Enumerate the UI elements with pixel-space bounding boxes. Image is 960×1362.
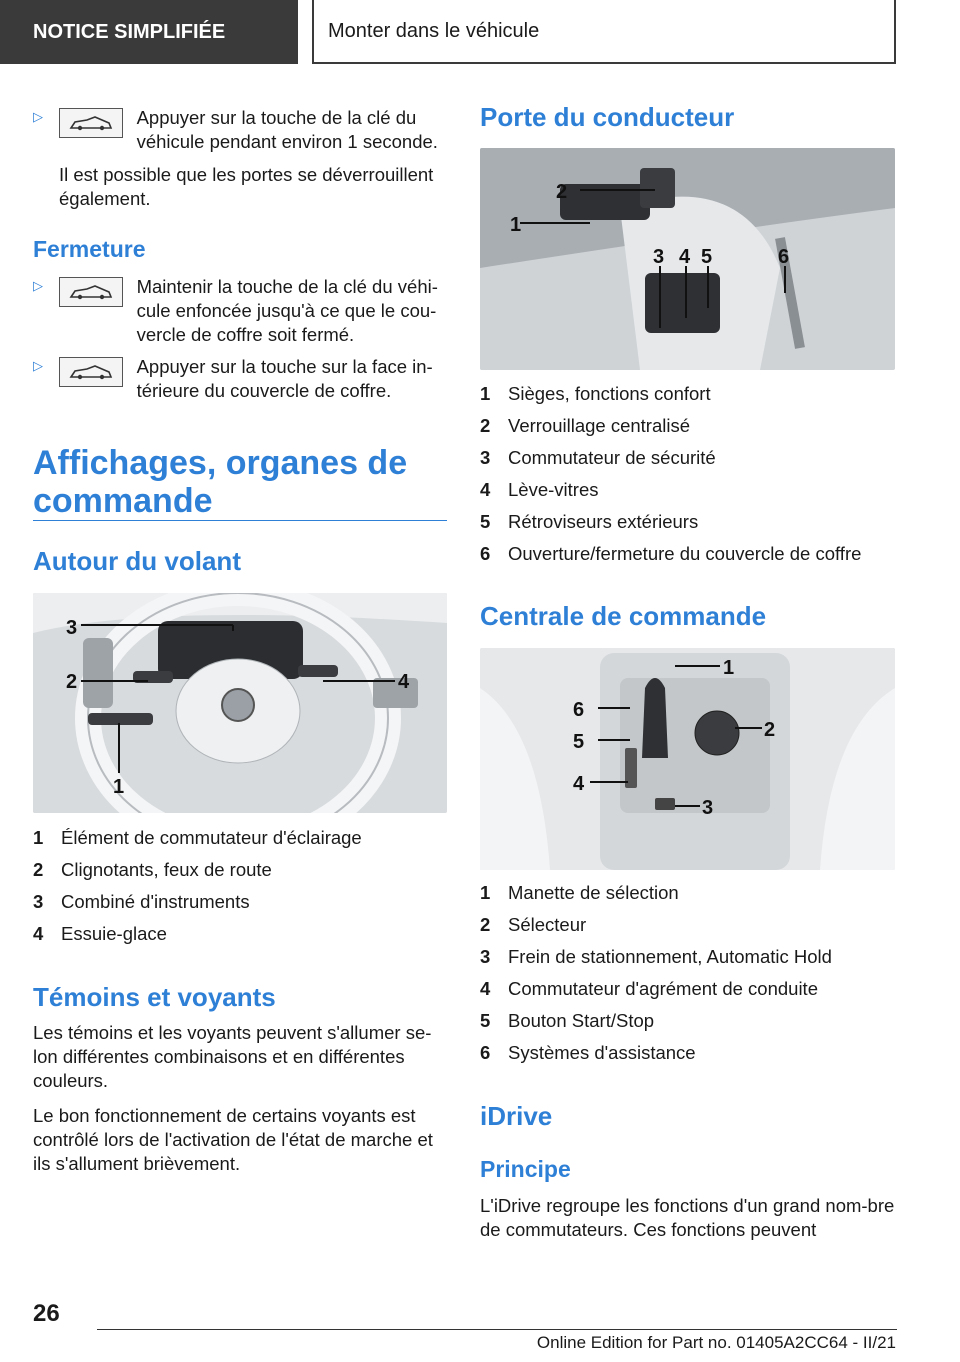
bullet-text: Appuyer sur la touche sur la face in-térieure du couvercle de coffre. bbox=[136, 356, 433, 401]
car-trunk-icon bbox=[59, 277, 123, 307]
list-item: 3 Combiné d'instruments bbox=[33, 891, 250, 912]
car-trunk-icon bbox=[59, 108, 123, 138]
callout-3: 3 bbox=[66, 617, 78, 639]
callout-5: 5 bbox=[573, 731, 585, 753]
list-item: 6 Systèmes d'assistance bbox=[480, 1042, 696, 1063]
callout-6: 6 bbox=[573, 699, 585, 721]
list-item: 3 Commutateur de sécurité bbox=[480, 447, 716, 468]
callout-2: 2 bbox=[764, 719, 776, 741]
list-item: 5 Rétroviseurs extérieurs bbox=[480, 511, 699, 532]
list-item: 2 Sélecteur bbox=[480, 914, 587, 935]
list-item: 4 Commutateur d'agrément de conduite bbox=[480, 978, 818, 999]
triangle-bullet-icon: ▷ bbox=[33, 358, 43, 373]
callout-4: 4 bbox=[573, 773, 585, 795]
list-item: 1 Manette de sélection bbox=[480, 882, 679, 903]
section-heading-idrive: iDrive bbox=[480, 1101, 553, 1131]
porte-legend bbox=[480, 378, 895, 570]
callout-3: 3 bbox=[702, 797, 714, 819]
chapter-title: Monter dans le véhicule bbox=[312, 0, 896, 64]
list-item: 1 Élément de commutateur d'éclairage bbox=[33, 827, 362, 848]
callout-2: 2 bbox=[556, 181, 568, 203]
bullet-item bbox=[33, 106, 447, 154]
section-heading-porte: Porte du conducteur bbox=[480, 102, 735, 132]
paragraph: Les témoins et les voyants peuvent s'allumer se-lon différentes combinaisons et en différentes couleurs. bbox=[33, 1022, 432, 1091]
paragraph: L'iDrive regroupe les fonctions d'un grand nom-bre de commutateurs. Ces fonctions peuvent bbox=[480, 1195, 895, 1240]
bullet-text: Appuyer sur la touche de la clé du véhicule pendant environ 1 seconde. bbox=[136, 107, 438, 152]
section-heading-volant: Autour du volant bbox=[33, 546, 241, 576]
list-item: 4 Lève-vitres bbox=[480, 479, 599, 500]
page-number: 26 bbox=[33, 1300, 60, 1327]
list-item: 1 Sièges, fonctions confort bbox=[480, 383, 711, 404]
paragraph: Le bon fonctionnement de certains voyants est contrôlé lors de l'activation de l'état de marche et ils s'allument brièvement. bbox=[33, 1105, 433, 1174]
bullet-item bbox=[33, 275, 447, 347]
callout-4: 4 bbox=[679, 246, 691, 268]
list-item: 3 Frein de stationnement, Automatic Hold bbox=[480, 946, 832, 967]
callout-1: 1 bbox=[723, 657, 735, 679]
car-trunk-icon bbox=[59, 357, 123, 387]
section-tab: NOTICE SIMPLIFIÉE bbox=[0, 0, 298, 64]
callout-4: 4 bbox=[398, 671, 410, 693]
subheading-fermeture: Fermeture bbox=[33, 236, 146, 262]
paragraph: Il est possible que les portes se déverrouillent également. bbox=[59, 164, 434, 209]
callout-2: 2 bbox=[66, 671, 78, 693]
steering-wheel-image bbox=[33, 593, 447, 813]
section-heading-centrale: Centrale de commande bbox=[480, 601, 767, 631]
triangle-bullet-icon: ▷ bbox=[33, 109, 43, 124]
callout-6: 6 bbox=[778, 246, 790, 268]
triangle-bullet-icon: ▷ bbox=[33, 278, 43, 293]
section-heading-temoins: Témoins et voyants bbox=[33, 982, 276, 1012]
callout-1: 1 bbox=[510, 214, 522, 236]
bullet-text: Maintenir la touche de la clé du véhi-cule enfoncée jusqu'à ce que le cou-vercle de coffre soit fermé. bbox=[136, 276, 438, 345]
footer-rule bbox=[97, 1329, 897, 1330]
centrale-legend bbox=[480, 877, 895, 1069]
footer-edition: Online Edition for Part no. 01405A2CC64 - II/21 bbox=[536, 1333, 896, 1352]
subheading-principe: Principe bbox=[480, 1156, 571, 1182]
volant-legend bbox=[33, 822, 447, 950]
bullet-item bbox=[33, 355, 447, 403]
center-console-image bbox=[480, 648, 895, 870]
list-item: 2 Clignotants, feux de route bbox=[33, 859, 272, 880]
callout-1: 1 bbox=[113, 776, 125, 798]
list-item: 6 Ouverture/fermeture du couvercle de coffre bbox=[480, 543, 862, 564]
list-item: 5 Bouton Start/Stop bbox=[480, 1010, 655, 1031]
list-item: 4 Essuie-glace bbox=[33, 923, 167, 944]
callout-3: 3 bbox=[653, 246, 665, 268]
driver-door-image bbox=[480, 148, 895, 370]
callout-5: 5 bbox=[701, 246, 713, 268]
heading-rule bbox=[33, 520, 447, 521]
chapter-heading: Affichages, organes de commande bbox=[33, 444, 408, 520]
list-item: 2 Verrouillage centralisé bbox=[480, 415, 691, 436]
